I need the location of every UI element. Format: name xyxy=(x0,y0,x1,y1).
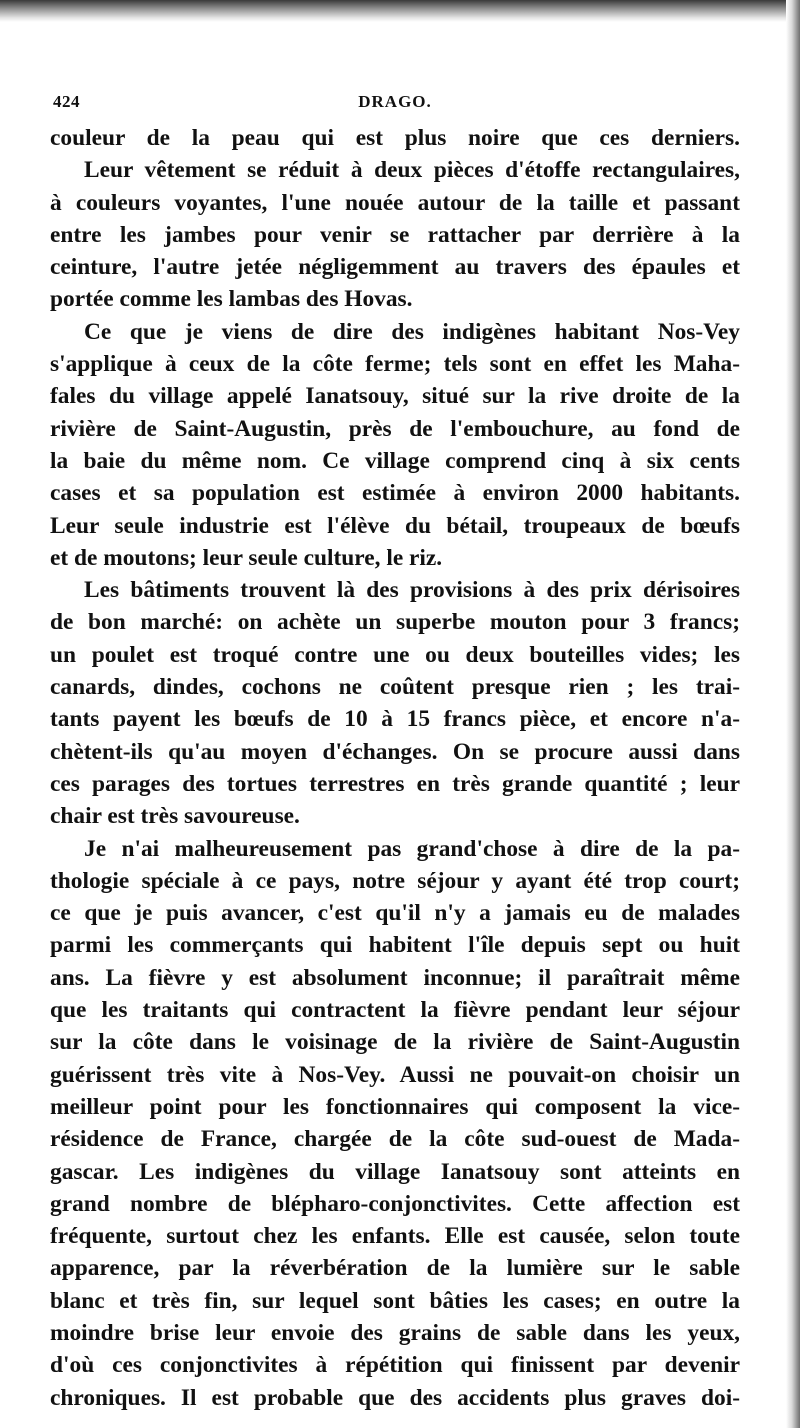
text-line: apparence, par la réverbération de la lumière sur le sable xyxy=(50,1255,740,1282)
page-number: 424 xyxy=(53,92,80,111)
text-line: parmi les commerçants qui habitent l'île depuis sept ou huit xyxy=(50,932,740,959)
text-line: ceinture, l'autre jetée négligemment au travers des épaules et xyxy=(50,254,740,281)
text-line: et de moutons; leur seule culture, le riz. xyxy=(50,544,443,571)
text-line: d'où ces conjonctivites à répétition qui finissent par devenir xyxy=(50,1352,740,1379)
text-line: blanc et très fin, sur lequel sont bâties les cases; en outre la xyxy=(50,1287,740,1314)
text-line: Les bâtiments trouvent là des provisions à des prix dérisoires xyxy=(84,577,740,604)
scan-top-edge xyxy=(0,0,800,22)
text-line: sur la côte dans le voisinage de la rivière de Saint-Augustin xyxy=(50,1029,740,1056)
running-head xyxy=(50,82,740,122)
text-line: Leur vêtement se réduit à deux pièces d'étoffe rectangulaires, xyxy=(84,157,740,184)
body-text xyxy=(50,122,740,1414)
text-line: Je n'ai malheureusement pas grand'chose à dire de la pa- xyxy=(84,835,740,862)
text-line: moindre brise leur envoie des grains de sable dans les yeux, xyxy=(50,1319,740,1346)
text-line: portée comme les lambas des Hovas. xyxy=(50,286,413,313)
text-line: que les traitants qui contractent la fièvre pendant leur séjour xyxy=(50,997,740,1024)
text-line: guérissent très vite à Nos-Vey. Aussi ne pouvait-on choisir un xyxy=(50,1061,740,1088)
text-line: meilleur point pour les fonctionnaires qui composent la vice- xyxy=(50,1093,740,1120)
scan-right-edge xyxy=(786,0,800,1428)
text-line: chètent-ils qu'au moyen d'échanges. On se procure aussi dans xyxy=(50,738,740,765)
text-line: grand nombre de blépharo-conjonctivites. Cette affection est xyxy=(50,1190,740,1217)
text-line: chroniques. Il est probable que des accidents plus graves doi- xyxy=(50,1384,740,1411)
text-line: s'applique à ceux de la côte ferme; tels sont en effet les Maha- xyxy=(50,351,740,378)
text-line: entre les jambes pour venir se rattacher par derrière à la xyxy=(50,221,740,248)
text-line: un poulet est troqué contre une ou deux bouteilles vides; les xyxy=(50,641,740,668)
text-line: la baie du même nom. Ce village comprend cinq à six cents xyxy=(50,447,740,474)
text-line: Ce que je viens de dire des indigènes habitant Nos-Vey xyxy=(84,318,740,345)
text-line: fréquente, surtout chez les enfants. Elle est causée, selon toute xyxy=(50,1223,740,1250)
text-line: tants payent les bœufs de 10 à 15 francs pièce, et encore n'a- xyxy=(50,706,740,733)
text-line: ces parages des tortues terrestres en très grande quantité ; leur xyxy=(50,770,740,797)
text-line: chair est très savoureuse. xyxy=(50,803,300,830)
text-line: canards, dindes, cochons ne coûtent presque rien ; les trai- xyxy=(50,674,740,701)
text-line: Leur seule industrie est l'élève du bétail, troupeaux de bœufs xyxy=(50,512,740,539)
text-line: résidence de France, chargée de la côte sud-ouest de Mada- xyxy=(50,1126,740,1153)
text-line: rivière de Saint-Augustin, près de l'embouchure, au fond de xyxy=(50,415,740,442)
text-line: ce que je puis avancer, c'est qu'il n'y a jamais eu de malades xyxy=(50,900,740,927)
text-line: cases et sa population est estimée à environ 2000 habitants. xyxy=(50,480,740,507)
text-line: à couleurs voyantes, l'une nouée autour de la taille et passant xyxy=(50,189,740,216)
text-line: couleur de la peau qui est plus noire que ces derniers. xyxy=(50,125,740,151)
text-line: thologie spéciale à ce pays, notre séjour y ayant été trop court; xyxy=(50,867,740,894)
text-line: de bon marché: on achète un superbe mouton pour 3 francs; xyxy=(50,609,740,636)
text-line: ans. La fièvre y est absolument inconnue; il paraîtrait même xyxy=(50,964,740,991)
book-page xyxy=(50,82,740,1414)
running-title: DRAGO. xyxy=(358,92,432,111)
text-line: gascar. Les indigènes du village Ianatsouy sont atteints en xyxy=(50,1158,740,1185)
text-line: fales du village appelé Ianatsouy, situé sur la rive droite de la xyxy=(50,383,740,410)
